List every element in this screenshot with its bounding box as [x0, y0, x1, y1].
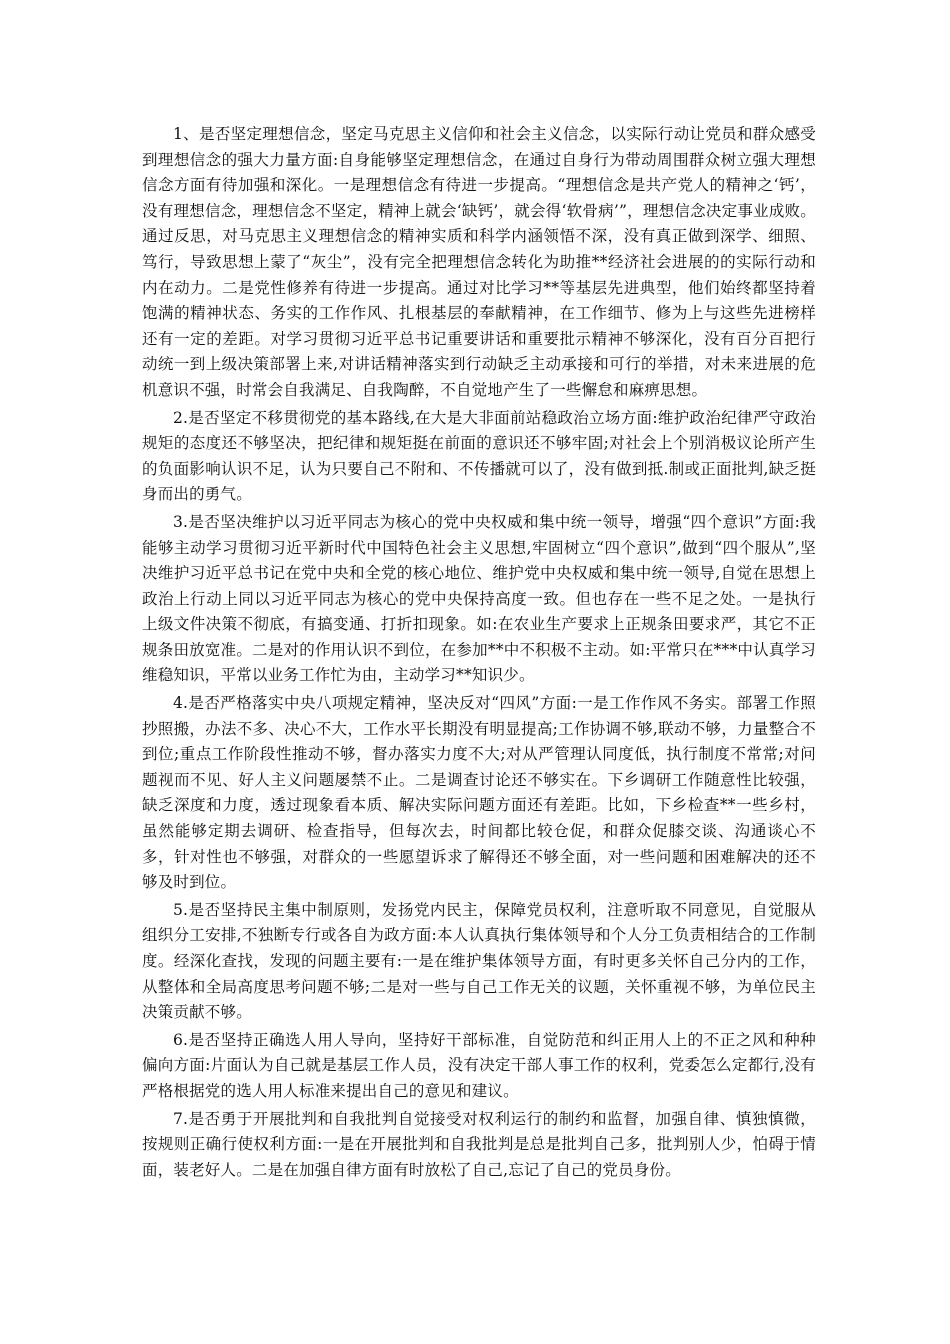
paragraph-3: 3.是否坚决维护以习近平同志为核心的党中央权威和集中统一领导，增强“四个意识”方面:我能够主动学习贯彻习近平新时代中国特色社会主义思想,牢固树立“四个意识”,做到“四个服从”,坚决维护习近平总书记在党中央和全党的核心地位、维护党中央权威和集中统一领导,自觉在思想上政治上行动上同以习近平同志为核心的党中央保持高度一致。但也存在一些不足之处。一是执行上级文件决策不彻底，有搞变通、打折扣现象。如:在农业生产要求上正规条田要求严，其它不正规条田放宽准。二是对的作用认识不到位，在参加**中不积极不主动。如:平常只在***中认真学习维稳知识，平常以业务工作忙为由，主动学习**知识少。 [142, 512, 816, 685]
paragraph-5: 5.是否坚持民主集中制原则，发扬党内民主，保障党员权利，注意听取不同意见，自觉服从组织分工安排,不独断专行或各自为政方面:本人认真执行集体领导和个人分工负责相结合的工作制度。经深化查找，发现的问题主要有:一是在维护集体领导方面，有时更多关怀自己分内的工作，从整体和全局高度思考问题不够;二是对一些与自己工作无关的议题，关怀重视不够，为单位民主决策贡献不够。 [142, 900, 816, 1022]
paragraph-1: 1、是否坚定理想信念，坚定马克思主义信仰和社会主义信念，以实际行动让党员和群众感受到理想信念的强大力量方面:自身能够坚定理想信念，在通过自身行为带动周围群众树立强大理想信念方面有待加强和深化。一是理想信念有待进一步提高。“理想信念是共产党人的精神之‘钙’， 没有理想信念，理想信念不坚定，精神上就会‘缺钙’，就会得‘软骨病’”，理想信念决定事业成败。通过反思，对马克思主义理想信念的精神实质和科学内涵领悟不深，没有真正做到深学、细照、笃行，导致思想上蒙了“灰尘”，没有完全把理想信念转化为助推**经济社会进展的的实际行动和内在动力。二是党性修养有待进一步提高。通过对比学习**等基层先进典型，他们始终都坚持着饱满的精神状态、务实的工作作风、扎根基层的奉献精神，在工作细节、修为上与这些先进榜样还有一定的差距。对学习贯彻习近平总书记重要讲话和重要批示精神不够深化，没有百分百把行动统一到上级决策部署上来,对讲话精神落实到行动缺乏主动承接和可行的举措，对未来进展的危机意识不强，时常会自我满足、自我陶醉，不自觉地产生了一些懈怠和麻痹思想。 [142, 125, 816, 399]
paragraph-2: 2.是否坚定不移贯彻党的基本路线,在大是大非面前站稳政治立场方面:维护政治纪律严守政治规矩的态度还不够坚决，把纪律和规矩挺在前面的意识还不够牢固;对社会上个别消极议论所产生的负面影响认识不足，认为只要自己不附和、不传播就可以了，没有做到抵.制或正面批判,缺乏挺身而出的勇气。 [142, 408, 816, 504]
document-body [142, 122, 816, 1185]
paragraph-4: 4.是否严格落实中央八项规定精神，坚决反对“四风”方面:一是工作作风不务实。部署工作照抄照搬，办法不多、决心不大，工作水平长期没有明显提高;工作协调不够,联动不够，力量整合不到位;重点工作阶段性推动不够，督办落实力度不大;对从严管理认同度低，执行制度不常常;对问题视而不见、好人主义问题屡禁不止。二是调查讨论还不够实在。下乡调研工作随意性比较强，缺乏深度和力度，透过现象看本质、解决实际问题方面还有差距。比如，下乡检查**一些乡村，虽然能够定期去调研、检查指导，但每次去，时间都比较仓促，和群众促膝交谈、沟通谈心不多，针对性也不够强，对群众的一些愿望诉求了解得还不够全面，对一些问题和困难解决的还不够及时到位。 [142, 694, 816, 892]
paragraph-7: 7.是否勇于开展批判和自我批判自觉接受对权利运行的制约和监督，加强自律、慎独慎微，按规则正确行使权利方面:一是在开展批判和自我批判是总是批判自己多，批判别人少，怕碍于情面，装老好人。二是在加强自律方面有时放松了自己,忘记了自己的党员身份。 [142, 1109, 816, 1179]
paragraph-6: 6.是否坚持正确选人用人导向，坚持好干部标准，自觉防范和纠正用人上的不正之风和种种偏向方面:片面认为自己就是基层工作人员，没有决定干部人事工作的权利，党委怎么定都行,没有严格根据党的选人用人标准来提出自己的意见和建议。 [142, 1030, 816, 1100]
